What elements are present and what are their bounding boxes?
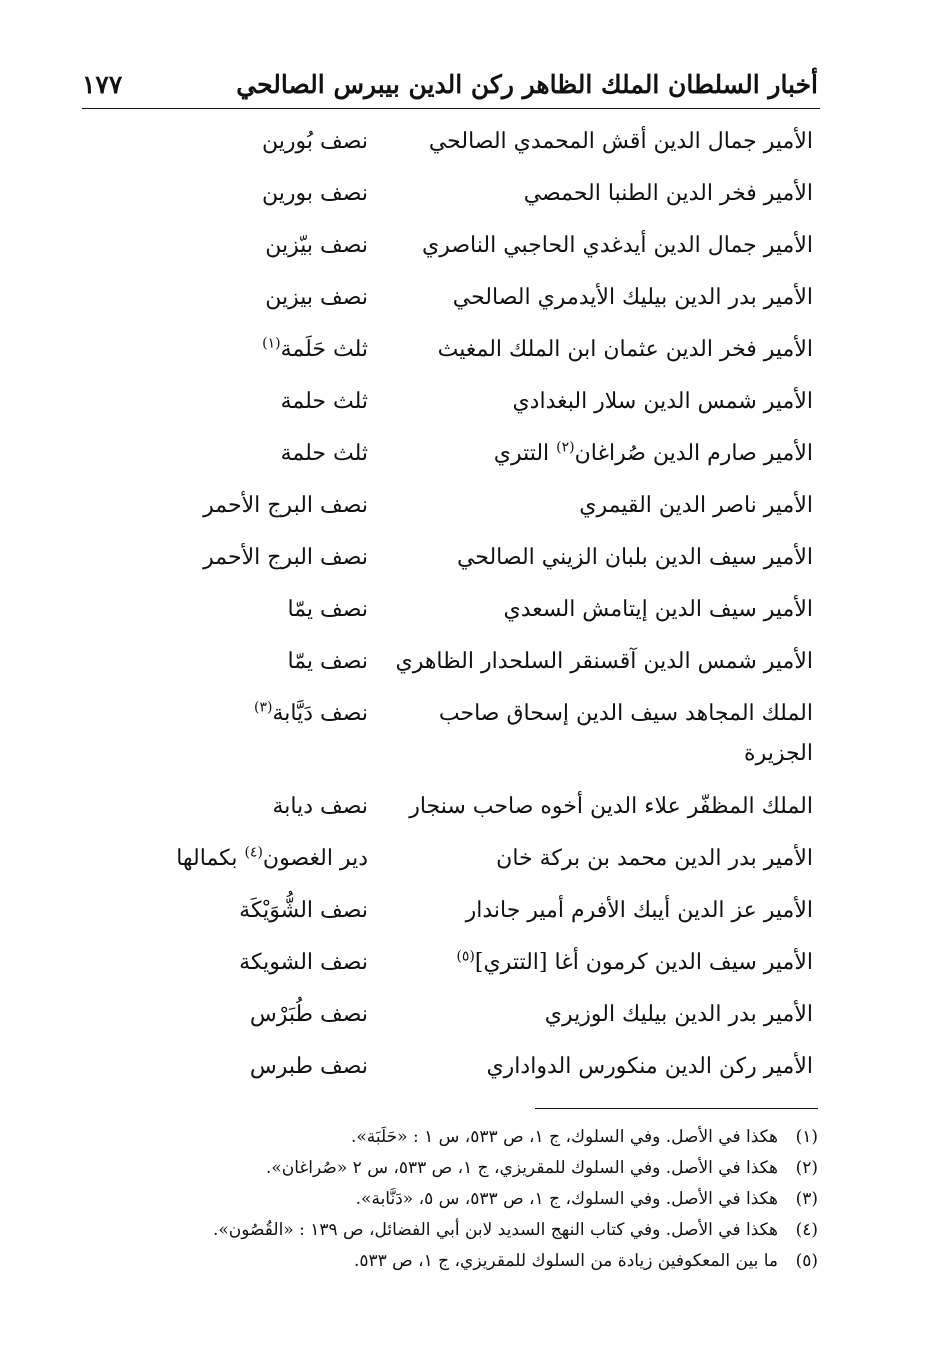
- entry-name-text: الأمير عز الدين أيبك الأفرم أمير جاندار: [465, 898, 813, 923]
- entry-row: [118, 636, 818, 688]
- entry-name: [433, 694, 813, 774]
- entry-share: [176, 839, 368, 879]
- running-header-title: أخبار السلطان الملك الظاهر ركن الدين بيبرس الصالحي: [236, 70, 818, 99]
- footnotes-list: [118, 1122, 818, 1277]
- entry-name: [393, 226, 813, 266]
- entry-name-text: الأمير سيف الدين كرمون أغا [التتري]: [474, 950, 813, 975]
- entry-name-text: الأمير بدر الدين بيليك الأيدمري الصالحي: [452, 285, 813, 310]
- entry-share-text: ثلث حَلَمة: [280, 337, 368, 362]
- entry-name-text: الأمير صارم الدين صُراغان: [574, 441, 813, 466]
- footnote-rule: [535, 1108, 818, 1109]
- entry-row: [118, 688, 818, 781]
- entry-row: [118, 428, 818, 480]
- entry-row: [118, 833, 818, 885]
- entry-name: [393, 330, 813, 370]
- entry-name: [393, 278, 813, 318]
- entry-name: [393, 538, 813, 578]
- entry-share: [239, 943, 368, 983]
- entry-row: [118, 168, 818, 220]
- footnote-number: (٤): [795, 1220, 818, 1240]
- entry-share-text: نصف بيّزين: [265, 233, 368, 258]
- entry-name-text: الأمير بدر الدين بيليك الوزيري: [544, 1002, 813, 1027]
- entry-name: [393, 1047, 813, 1087]
- entry-share-text: نصف بورين: [262, 181, 368, 206]
- entry-share-text: نصف البرج الأحمر: [203, 493, 368, 518]
- entry-name-text: الأمير جمال الدين أقش المحمدي الصالحي: [428, 129, 813, 154]
- entry-share-text: نصف طبرس: [249, 1054, 368, 1079]
- entry-row: [118, 376, 818, 428]
- entry-share-text: دير الغصون: [262, 846, 368, 871]
- entry-name-text: الأمير ناصر الدين القيمري: [579, 493, 813, 518]
- entry-share: [250, 995, 368, 1035]
- footnote-marker: (٥): [456, 948, 475, 965]
- entry-row: [118, 116, 818, 168]
- entry-share: [265, 278, 368, 318]
- entry-name-text: الأمير فخر الدين الطنبا الحمصي: [523, 181, 813, 206]
- entry-name-suffix: التتري: [493, 441, 557, 466]
- footnote-number: (٥): [795, 1251, 818, 1271]
- footnote-number: (١): [795, 1127, 818, 1147]
- entry-share: [287, 590, 368, 630]
- entry-name-text: الأمير شمس الدين آقسنقر السلحدار الظاهري: [395, 649, 813, 674]
- entry-name-text: الملك المجاهد سيف الدين إسحاق صاحب الجزيرة: [438, 701, 813, 766]
- entry-name: [393, 382, 813, 422]
- entry-row: [118, 885, 818, 937]
- entry-name: [393, 787, 813, 827]
- entry-row: [118, 989, 818, 1041]
- entry-share: [272, 787, 368, 827]
- footnote-text: هكذا في الأصل. وفي السلوك للمقريزي، ج ١، ص ٥٣٣، س ٢ «صُراغان».: [265, 1158, 778, 1178]
- entry-share-text: نصف ديابة: [272, 794, 368, 819]
- footnote-marker: (٣): [254, 699, 273, 716]
- entry-row: [118, 937, 818, 989]
- footnote-marker: (٤): [244, 844, 263, 861]
- entry-share-text: نصف يمّا: [287, 597, 368, 622]
- entry-share: [281, 382, 368, 422]
- entry-share: [281, 434, 368, 474]
- entry-row: [118, 1041, 818, 1093]
- entry-name-text: الملك المظفّر علاء الدين أخوه صاحب سنجار: [409, 794, 813, 819]
- entry-share: [265, 226, 368, 266]
- entry-share: [262, 330, 368, 370]
- entry-share: [203, 486, 368, 526]
- footnote-text: هكذا في الأصل. وفي السلوك، ج ١، ص ٥٣٣، س ١ : «حَلَبَة».: [350, 1127, 778, 1147]
- footnote-marker: (٢): [556, 439, 575, 456]
- entry-share-text: ثلث حلمة: [280, 441, 368, 466]
- entry-name-text: الأمير سيف الدين إيتامش السعدي: [503, 597, 813, 622]
- entry-share-text: ثلث حلمة: [280, 389, 368, 414]
- footnote-text: ما بين المعكوفين زيادة من السلوك للمقريزي، ج ١، ص ٥٣٣.: [353, 1251, 778, 1271]
- entry-row: [118, 480, 818, 532]
- footnote-number: (٣): [795, 1189, 818, 1209]
- footnote-marker: (١): [262, 335, 281, 352]
- entry-share: [239, 891, 368, 931]
- page-number: ١٧٧: [82, 70, 123, 99]
- header-rule: [82, 108, 820, 109]
- entry-name: [393, 122, 813, 162]
- entry-name-text: الأمير جمال الدين أيدغدي الحاجبي الناصري: [422, 233, 813, 258]
- footnote: [118, 1246, 818, 1277]
- entry-name: [393, 839, 813, 879]
- entry-name: [393, 943, 813, 983]
- entry-name-text: الأمير فخر الدين عثمان ابن الملك المغيث: [437, 337, 813, 362]
- entry-name: [393, 891, 813, 931]
- entry-share-text: نصف يمّا: [287, 649, 368, 674]
- entry-name-text: الأمير شمس الدين سلار البغدادي: [512, 389, 813, 414]
- entry-name: [393, 174, 813, 214]
- footnote-text: هكذا في الأصل. وفي السلوك، ج ١، ص ٥٣٣، س ٥، «دَنَّابة».: [355, 1189, 778, 1209]
- entry-share: [287, 642, 368, 682]
- entry-row: [118, 781, 818, 833]
- entry-name: [393, 995, 813, 1035]
- entry-name: [393, 590, 813, 630]
- entry-name-text: الأمير ركن الدين منكورس الدواداري: [486, 1054, 813, 1079]
- footnote: [118, 1184, 818, 1215]
- footnote-number: (٢): [795, 1158, 818, 1178]
- entry-share-text: نصف الشويكة: [239, 950, 368, 975]
- entry-share-text: نصف بيزين: [265, 285, 368, 310]
- entry-share-text: نصف طُبَرْس: [249, 1002, 368, 1027]
- entry-row: [118, 532, 818, 584]
- entry-share-text: نصف دَيَّابة: [272, 701, 368, 726]
- entry-row: [118, 324, 818, 376]
- entry-share: [203, 538, 368, 578]
- footnote: [118, 1122, 818, 1153]
- footnote: [118, 1215, 818, 1246]
- entry-name: [393, 486, 813, 526]
- entry-row: [118, 272, 818, 324]
- entry-share-text: نصف الشُّوَيْكَة: [239, 898, 368, 923]
- footnote: [118, 1153, 818, 1184]
- entry-name-text: الأمير بدر الدين محمد بن بركة خان: [496, 846, 813, 871]
- entry-share-suffix: بكمالها: [176, 846, 245, 871]
- entry-row: [118, 220, 818, 272]
- entry-name-text: الأمير سيف الدين بلبان الزيني الصالحي: [456, 545, 813, 570]
- entry-name: [393, 642, 813, 682]
- entries-list: [118, 116, 818, 1093]
- entry-share: [254, 694, 368, 734]
- entry-name: [393, 434, 813, 474]
- entry-share-text: نصف بُورين: [262, 129, 368, 154]
- entry-row: [118, 584, 818, 636]
- entry-share: [262, 174, 368, 214]
- entry-share-text: نصف البرج الأحمر: [203, 545, 368, 570]
- footnote-text: هكذا في الأصل. وفي كتاب النهج السديد لابن أبي الفضائل، ص ١٣٩ : «القُصُون».: [212, 1220, 778, 1240]
- entry-share: [262, 122, 368, 162]
- entry-share: [250, 1047, 368, 1087]
